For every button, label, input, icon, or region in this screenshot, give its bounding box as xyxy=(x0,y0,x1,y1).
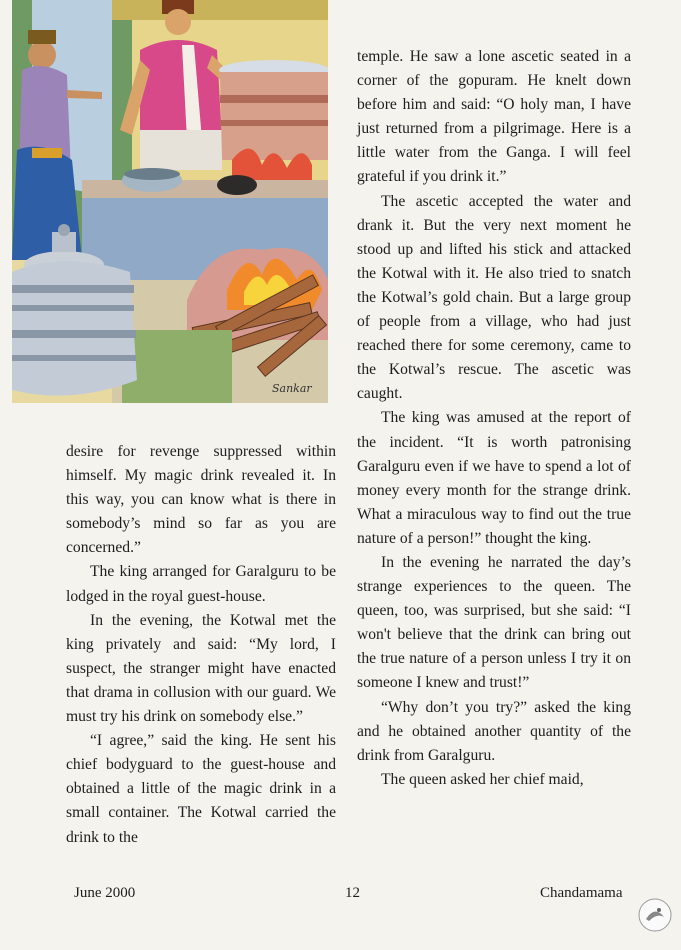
paragraph: “Why don’t you try?” asked the king and he obtained another quantity of the drink from Garalguru. xyxy=(357,698,631,764)
chandamama-logo-icon xyxy=(637,897,673,933)
paragraph: The king was amused at the report of the incident. “It is worth patronising Garalguru even if we have to spend a lot of money every month for the strange drink. What a miraculous way to find out the true nature of a person!” thought the king. xyxy=(357,409,631,547)
paragraph: desire for revenge suppressed within himself. My magic drink revealed it. In this way, you can know what is there in somebody’s mind so far as you are concerned.” xyxy=(66,443,336,557)
artist-signature: Sankar xyxy=(272,382,312,395)
page-number: 12 xyxy=(345,885,360,901)
paragraph: The king arranged for Garalguru to be lodged in the royal guest-house. xyxy=(66,563,336,605)
paragraph: In the evening he narrated the day’s strange experiences to the queen. The queen, too, was surprised, but she said: “I won't believe that the drink can bring out the true nature of a person unless I try it on someone I knew and trust!” xyxy=(357,553,631,692)
paragraph: In the evening, the Kotwal met the king privately and said: “My lord, I suspect, the stranger might have enacted that drama in collusion with our guard. We must try his drink on somebody else.” xyxy=(66,611,336,726)
right-column-text xyxy=(357,45,631,792)
paragraph: temple. He saw a lone ascetic seated in a corner of the gopuram. He knelt down before him and said: “O holy man, I have just returned from a pilgrimage. Here is a little water from the Ganga. I will feel grateful if you drink it.” xyxy=(357,48,631,186)
paragraph: The ascetic accepted the water and drank it. But the very next moment he stood up and lifted his stick and attacked the Kotwal with it. He also tried to snatch the Kotwal’s gold chain. But a large group of people from a village, who had just reached there for some ceremony, came to the Kotwal’s rescue. The ascetic was caught. xyxy=(357,192,631,403)
issue-date: June 2000 xyxy=(74,885,136,901)
story-illustration xyxy=(12,0,328,403)
paragraph: The queen asked her chief maid, xyxy=(381,770,584,788)
paragraph: “I agree,” said the king. He sent his chief bodyguard to the guest-house and obtained a little of the magic drink in a small container. The Kotwal carried the drink to the xyxy=(66,732,336,846)
magazine-name: Chandamama xyxy=(540,885,623,901)
left-column-text xyxy=(66,440,336,850)
